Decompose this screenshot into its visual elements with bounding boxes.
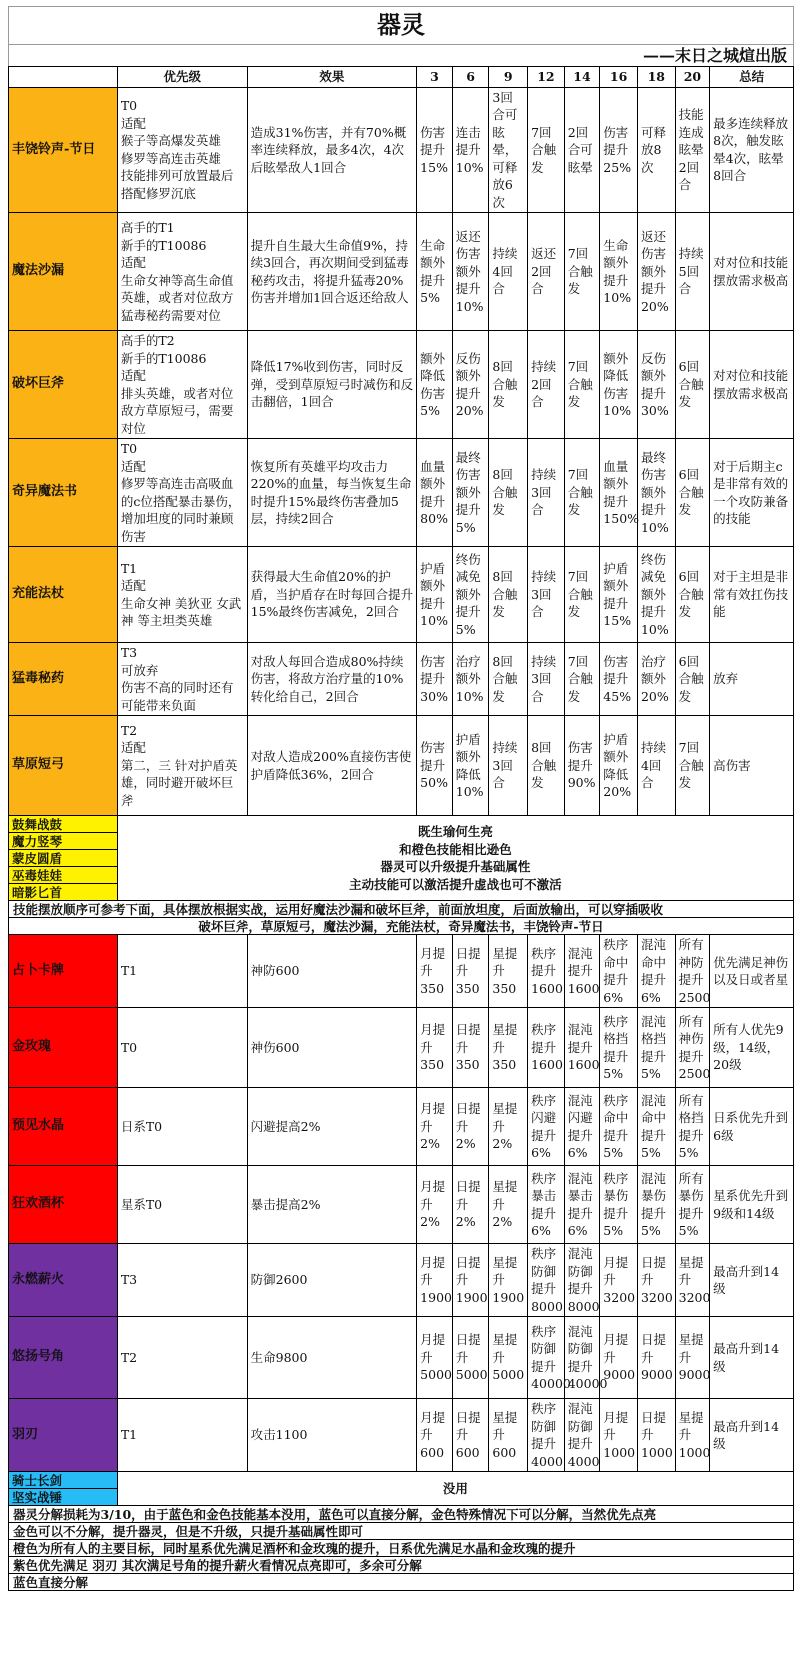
level-cell: 月提升3200 (600, 1244, 638, 1317)
effect-cell: 降低17%收到伤害，同时反弹，受到草原短弓时减伤和反击翻倍，1回合 (247, 331, 417, 439)
level-cell: 生命额外提升10% (600, 213, 638, 331)
page-title: 器灵 (8, 6, 794, 44)
level-cell: 血量额外提升80% (417, 439, 453, 547)
yellow-note-line: 器灵可以升级提升基础属性 (380, 859, 531, 874)
level-cell: 返还伤害额外提升10% (452, 213, 489, 331)
level-cell: 伤害提升30% (417, 643, 453, 716)
summary-cell: 对对位和技能摆放需求极高 (710, 331, 794, 439)
level-cell: 混沌提升1600 (564, 935, 600, 1008)
level-cell: 伤害提升25% (600, 87, 638, 213)
spirit-name: 坚实战锤 (9, 1489, 118, 1506)
effect-cell: 防御2600 (247, 1244, 417, 1317)
level-cell: 日提升1000 (637, 1399, 675, 1472)
level-cell: 所有神防提升2500 (675, 935, 710, 1008)
level-cell: 持续4回合 (489, 213, 528, 331)
level-cell: 秩序格挡提升5% (600, 1008, 638, 1088)
header-cell: 效果 (247, 67, 417, 88)
summary-cell: 对于后期主c是非常有效的一个攻防兼备的技能 (710, 439, 794, 547)
priority-cell: 日系T0 (117, 1088, 247, 1166)
level-cell: 混沌提升1600 (564, 1008, 600, 1088)
level-cell: 日提升2% (452, 1166, 489, 1244)
spirit-name: 预见水晶 (9, 1088, 118, 1166)
level-cell: 生命额外提升5% (417, 213, 453, 331)
level-cell: 7回合触发 (564, 643, 600, 716)
spirit-name: 暗影匕首 (9, 884, 118, 901)
spirit-row (9, 1088, 794, 1166)
summary-cell: 高伤害 (710, 716, 794, 816)
level-cell: 秩序闪避提升6% (528, 1088, 565, 1166)
level-cell: 8回合触发 (489, 331, 528, 439)
yellow-note-line: 既生瑜何生亮 (417, 824, 493, 839)
level-cell: 月提升2% (417, 1166, 453, 1244)
summary-cell: 放弃 (710, 643, 794, 716)
level-cell: 7回合触发 (564, 213, 600, 331)
level-cell: 反伤额外提升30% (637, 331, 675, 439)
priority-cell: 高手的T1 新手的T10086 适配 生命女神等高生命值英雄，或者对位敌方猛毒秘药需要对位 (117, 213, 247, 331)
spirit-name: 猛毒秘药 (9, 643, 118, 716)
spirit-row (9, 643, 794, 716)
priority-cell: T0 (117, 1008, 247, 1088)
effect-cell: 神防600 (247, 935, 417, 1008)
level-cell: 秩序命中提升5% (600, 1088, 638, 1166)
level-cell: 月提升2% (417, 1088, 453, 1166)
level-cell: 星提升350 (489, 935, 528, 1008)
spirit-name: 蒙皮圆盾 (9, 850, 118, 867)
spirit-name: 奇异魔法书 (9, 439, 118, 547)
level-cell: 持续2回合 (528, 331, 565, 439)
footer-note: 金色可以不分解，提升器灵，但是不升级，只提升基础属性即可 (9, 1523, 794, 1540)
level-cell: 所有格挡提升5% (675, 1088, 710, 1166)
spirit-row (9, 1008, 794, 1088)
footer-note-row (9, 1574, 794, 1591)
level-cell: 持续3回合 (489, 716, 528, 816)
level-cell: 可释放8次 (637, 87, 675, 213)
priority-cell: 高手的T2 新手的T10086 适配 排头英雄，或者对位敌方草原短弓，需要对位 (117, 331, 247, 439)
spirit-name: 狂欢酒杯 (9, 1166, 118, 1244)
spirit-row (9, 1399, 794, 1472)
level-cell: 混沌命中提升6% (637, 935, 675, 1008)
yellow-note-line: 和橙色技能相比逊色 (399, 841, 512, 857)
level-cell: 月提升5000 (417, 1317, 453, 1399)
header-cell: 优先级 (117, 67, 247, 88)
priority-cell: T3 可放弃 伤害不高的同时还有可能带来负面 (117, 643, 247, 716)
spirit-row (9, 331, 794, 439)
level-cell: 星提升9000 (675, 1317, 710, 1399)
level-cell: 星提升350 (489, 1008, 528, 1088)
level-cell: 额外降低伤害10% (600, 331, 638, 439)
spirit-row (9, 213, 794, 331)
level-cell: 秩序防御提升40000 (528, 1317, 565, 1399)
level-cell: 混沌暴击提升6% (564, 1166, 600, 1244)
effect-cell: 获得最大生命值20%的护盾，当护盾存在时每回合提升15%最终伤害减免，2回合 (247, 547, 417, 643)
summary-cell: 最高升到14级 (710, 1317, 794, 1399)
level-cell: 秩序防御提升4000 (528, 1399, 565, 1472)
level-cell: 星提升2% (489, 1166, 528, 1244)
level-cell: 最终伤害额外提升5% (452, 439, 489, 547)
priority-cell: T2 适配 第二，三 针对护盾英雄，同时避开破坏巨斧 (117, 716, 247, 816)
header-cell (9, 67, 118, 88)
level-cell: 混沌命中提升5% (637, 1088, 675, 1166)
spirit-table (8, 66, 794, 1591)
level-cell: 连击提升10% (452, 87, 489, 213)
level-cell: 最终伤害额外提升10% (637, 439, 675, 547)
level-cell: 护盾额外降低20% (600, 716, 638, 816)
summary-cell: 最高升到14级 (710, 1399, 794, 1472)
level-cell: 混沌防御提升4000 (564, 1399, 600, 1472)
level-cell: 伤害提升15% (417, 87, 453, 213)
level-cell: 混沌防御提升40000 (564, 1317, 600, 1399)
level-cell: 星提升2% (489, 1088, 528, 1166)
level-cell: 日提升9000 (637, 1317, 675, 1399)
level-cell: 秩序命中提升6% (600, 935, 638, 1008)
spirit-name: 魔力竖琴 (9, 833, 118, 850)
spirit-row (9, 716, 794, 816)
blue-note: 没用 (117, 1472, 793, 1506)
level-cell: 月提升350 (417, 1008, 453, 1088)
spirit-name: 破坏巨斧 (9, 331, 118, 439)
spirit-name: 草原短弓 (9, 716, 118, 816)
level-cell: 护盾额外提升10% (417, 547, 453, 643)
level-cell: 日提升2% (452, 1088, 489, 1166)
footer-note-row (9, 1506, 794, 1523)
level-cell: 返还2回合 (528, 213, 565, 331)
header-row (9, 67, 794, 88)
header-cell: 20 (675, 67, 710, 88)
spirit-name: 金玫瑰 (9, 1008, 118, 1088)
level-cell: 2回合可眩晕 (564, 87, 600, 213)
level-cell: 混沌闪避提升6% (564, 1088, 600, 1166)
spirit-row (9, 1317, 794, 1399)
level-cell: 治疗额外20% (637, 643, 675, 716)
yellow-note-line: 主动技能可以激活提升虚战也可不激活 (349, 876, 562, 892)
priority-cell: T1 适配 生命女神 美狄亚 女武神 等主坦类英雄 (117, 547, 247, 643)
header-cell: 14 (564, 67, 600, 88)
level-cell: 伤害提升50% (417, 716, 453, 816)
level-cell: 7回合触发 (564, 439, 600, 547)
spirit-name: 丰饶铃声-节日 (9, 87, 118, 213)
level-cell: 6回合触发 (675, 331, 710, 439)
footer-note: 蓝色直接分解 (9, 1574, 794, 1591)
header-cell: 总结 (710, 67, 794, 88)
effect-cell: 对敌人造成200%直接伤害使护盾降低36%，2回合 (247, 716, 417, 816)
spirit-name: 羽刃 (9, 1399, 118, 1472)
level-cell: 月提升600 (417, 1399, 453, 1472)
level-cell: 终伤减免额外提升5% (452, 547, 489, 643)
level-cell: 日提升1900 (452, 1244, 489, 1317)
summary-cell: 最多连续释放8次，触发眩晕4次，眩晕8回合 (710, 87, 794, 213)
page-subtitle: ——末日之城煊出版 (8, 44, 794, 66)
header-cell: 3 (417, 67, 453, 88)
level-cell: 7回合触发 (675, 716, 710, 816)
level-cell: 反伤额外提升20% (452, 331, 489, 439)
effect-cell: 提升自生最大生命值9%，持续3回合，再次期间受到猛毒秘药攻击，将提升猛毒20%伤害并增加1回合返还给敌人 (247, 213, 417, 331)
summary-cell: 星系优先升到9级和14级 (710, 1166, 794, 1244)
effect-cell: 攻击1100 (247, 1399, 417, 1472)
level-cell: 星提升5000 (489, 1317, 528, 1399)
sheet (8, 6, 794, 1591)
spirit-name: 巫毒娃娃 (9, 867, 118, 884)
footer-note-row (9, 1557, 794, 1574)
effect-cell: 暴击提高2% (247, 1166, 417, 1244)
level-cell: 8回合触发 (489, 547, 528, 643)
header-cell: 9 (489, 67, 528, 88)
level-cell: 混沌暴伤提升5% (637, 1166, 675, 1244)
priority-cell: 星系T0 (117, 1166, 247, 1244)
level-cell: 终伤减免额外提升10% (637, 547, 675, 643)
order-note-row (9, 918, 794, 935)
order-note-row (9, 901, 794, 918)
level-cell: 护盾额外提升15% (600, 547, 638, 643)
level-cell: 伤害提升45% (600, 643, 638, 716)
yellow-note (117, 816, 793, 901)
level-cell: 7回合触发 (564, 547, 600, 643)
level-cell: 6回合触发 (675, 439, 710, 547)
level-cell: 返还伤害额外提升20% (637, 213, 675, 331)
level-cell: 持续3回合 (528, 643, 565, 716)
level-cell: 日提升350 (452, 935, 489, 1008)
spirit-name: 鼓舞战鼓 (9, 816, 118, 833)
level-cell: 6回合触发 (675, 547, 710, 643)
summary-cell: 优先满足神伤以及日或者星 (710, 935, 794, 1008)
level-cell: 星提升600 (489, 1399, 528, 1472)
priority-cell: T1 (117, 1399, 247, 1472)
level-cell: 日提升600 (452, 1399, 489, 1472)
priority-cell: T0 适配 猴子等高爆发英雄 修罗等高连击英雄 技能排列可放置最后搭配修罗沉底 (117, 87, 247, 213)
level-cell: 6回合触发 (675, 643, 710, 716)
level-cell: 日提升3200 (637, 1244, 675, 1317)
level-cell: 所有暴伤提升5% (675, 1166, 710, 1244)
level-cell: 持续4回合 (637, 716, 675, 816)
spirit-row (9, 439, 794, 547)
summary-cell: 对对位和技能摆放需求极高 (710, 213, 794, 331)
level-cell: 持续5回合 (675, 213, 710, 331)
priority-cell: T2 (117, 1317, 247, 1399)
spirit-name: 骑士长剑 (9, 1472, 118, 1489)
level-cell: 持续3回合 (528, 439, 565, 547)
header-cell: 12 (528, 67, 565, 88)
level-cell: 月提升9000 (600, 1317, 638, 1399)
spirit-row (9, 935, 794, 1008)
level-cell: 混沌防御提升8000 (564, 1244, 600, 1317)
level-cell: 秩序提升1600 (528, 935, 565, 1008)
spirit-name: 充能法杖 (9, 547, 118, 643)
blue-row (9, 1472, 794, 1489)
level-cell: 所有神伤提升2500 (675, 1008, 710, 1088)
summary-cell: 日系优先升到6级 (710, 1088, 794, 1166)
level-cell: 持续3回合 (528, 547, 565, 643)
level-cell: 月提升1000 (600, 1399, 638, 1472)
level-cell: 7回合触发 (528, 87, 565, 213)
level-cell: 8回合触发 (528, 716, 565, 816)
header-cell: 6 (452, 67, 489, 88)
level-cell: 7回合触发 (564, 331, 600, 439)
yellow-row (9, 816, 794, 833)
summary-cell: 所有人优先9级，14级，20级 (710, 1008, 794, 1088)
spirit-name: 占卜卡牌 (9, 935, 118, 1008)
spirit-row (9, 1166, 794, 1244)
footer-note: 器灵分解损耗为3/10，由于蓝色和金色技能基本没用，蓝色可以直接分解，金色特殊情况下可以分解，当然优先点亮 (9, 1506, 794, 1523)
summary-cell: 最高升到14级 (710, 1244, 794, 1317)
footer-note: 紫色优先满足 羽刃 其次满足号角的提升薪火看情况点亮即可，多余可分解 (9, 1557, 794, 1574)
header-cell: 18 (637, 67, 675, 88)
effect-cell: 神伤600 (247, 1008, 417, 1088)
level-cell: 3回合可眩晕，可释放6次 (489, 87, 528, 213)
level-cell: 星提升3200 (675, 1244, 710, 1317)
level-cell: 星提升1900 (489, 1244, 528, 1317)
level-cell: 技能连成眩晕2回合 (675, 87, 710, 213)
effect-cell: 造成31%伤害，并有70%概率连续释放，最多4次，4次后眩晕敌人1回合 (247, 87, 417, 213)
level-cell: 星提升1000 (675, 1399, 710, 1472)
priority-cell: T0 适配 修罗等高连击高吸血的c位搭配暴击暴伤，增加坦度的同时兼顾伤害 (117, 439, 247, 547)
spirit-name: 悠扬号角 (9, 1317, 118, 1399)
level-cell: 8回合触发 (489, 643, 528, 716)
spirit-name: 魔法沙漏 (9, 213, 118, 331)
priority-cell: T3 (117, 1244, 247, 1317)
effect-cell: 生命9800 (247, 1317, 417, 1399)
header-cell: 16 (600, 67, 638, 88)
level-cell: 血量额外提升150% (600, 439, 638, 547)
order-note: 技能摆放顺序可参考下面，具体摆放根据实战，运用好魔法沙漏和破坏巨斧，前面放坦度，后面放输出，可以穿插吸收 (9, 901, 794, 918)
level-cell: 日提升350 (452, 1008, 489, 1088)
level-cell: 秩序暴击提升6% (528, 1166, 565, 1244)
footer-note-row (9, 1523, 794, 1540)
level-cell: 8回合触发 (489, 439, 528, 547)
order-note: 破坏巨斧，草原短弓，魔法沙漏，充能法杖，奇异魔法书，丰饶铃声-节日 (9, 918, 794, 935)
level-cell: 日提升5000 (452, 1317, 489, 1399)
spirit-row (9, 547, 794, 643)
effect-cell: 恢复所有英雄平均攻击力220%的血量，每当恢复生命时提升15%最终伤害叠加5层，持续2回合 (247, 439, 417, 547)
summary-cell: 对于主坦是非常有效扛伤技能 (710, 547, 794, 643)
level-cell: 秩序防御提升8000 (528, 1244, 565, 1317)
level-cell: 秩序暴伤提升5% (600, 1166, 638, 1244)
level-cell: 混沌格挡提升5% (637, 1008, 675, 1088)
level-cell: 月提升350 (417, 935, 453, 1008)
spirit-name: 永燃薪火 (9, 1244, 118, 1317)
footer-note-row (9, 1540, 794, 1557)
spirit-row (9, 87, 794, 213)
level-cell: 月提升1900 (417, 1244, 453, 1317)
effect-cell: 对敌人每回合造成80%持续伤害，将敌方治疗量的10%转化给自己，2回合 (247, 643, 417, 716)
effect-cell: 闪避提高2% (247, 1088, 417, 1166)
level-cell: 额外降低伤害5% (417, 331, 453, 439)
level-cell: 护盾额外降低10% (452, 716, 489, 816)
level-cell: 伤害提升90% (564, 716, 600, 816)
level-cell: 治疗额外10% (452, 643, 489, 716)
footer-note: 橙色为所有人的主要目标，同时星系优先满足酒杯和金玫瑰的提升，日系优先满足水晶和金玫瑰的提升 (9, 1540, 794, 1557)
level-cell: 秩序提升1600 (528, 1008, 565, 1088)
spirit-row (9, 1244, 794, 1317)
priority-cell: T1 (117, 935, 247, 1008)
